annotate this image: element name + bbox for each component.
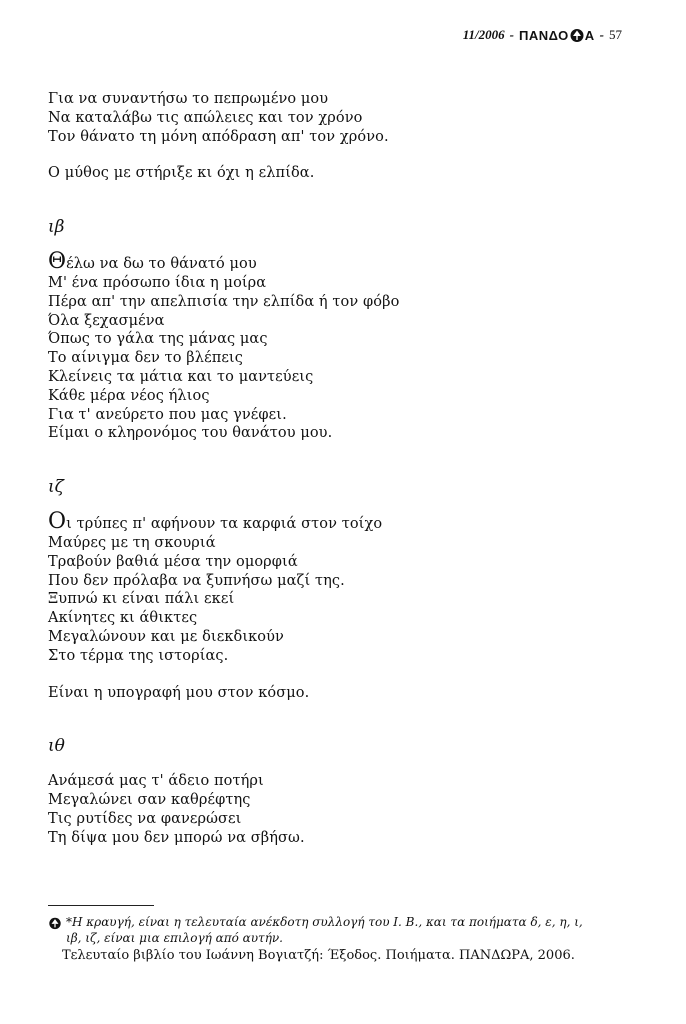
poem-line (48, 330, 648, 349)
poem-line-text: Κλείνεις τα μάτια και το μαντεύεις (48, 368, 314, 385)
poem (48, 90, 648, 183)
poem-numeral: ιθ (48, 736, 65, 757)
poem-line (48, 249, 648, 275)
poems-container (48, 90, 648, 848)
pandora-logo-icon (569, 27, 585, 43)
poem-line (48, 684, 648, 703)
pandora-logo-icon (48, 916, 62, 930)
poem-line-text: Πέρα απ' την απελπισία την ελπίδα ή τον φόβο (48, 293, 400, 310)
footnote (48, 915, 648, 964)
poem-line (48, 810, 648, 829)
running-header (463, 27, 622, 43)
footnote-line: *Η κραυγή, είναι η τελευταία ανέκδοτη συλλογή του Ι. Β., και τα ποιήματα δ, ε, η, ι, (66, 915, 583, 929)
poem-line-text: Τον θάνατο τη μόνη απόδραση απ' τον χρόνο. (48, 128, 389, 145)
header-separator: - (599, 27, 604, 42)
poem-line-text: Όλα ξεχασμένα (48, 312, 165, 329)
footnote-rule (48, 905, 154, 906)
poem-line (48, 628, 648, 647)
drop-cap: Ο (48, 509, 67, 535)
poem-line-text: Μαύρες με τη σκουριά (48, 534, 216, 551)
poem-line-text: Τις ρυτίδες να φανερώσει (48, 810, 242, 827)
poem-line (48, 553, 648, 572)
poem-line-text: Που δεν πρόλαβα να ξυπνήσω μαζί της. (48, 572, 345, 589)
poem-line-text: Κάθε μέρα νέος ήλιος (48, 387, 210, 404)
poem-line-text: Είμαι ο κληρονόμος του θανάτου μου. (48, 425, 333, 442)
poem-line-text: Τη δίψα μου δεν μπορώ να σβήσω. (48, 829, 305, 846)
poem-line-text: Ανάμεσά μας τ' άδειο ποτήρι (48, 773, 264, 790)
poem-line (48, 274, 648, 293)
poem-line-text: Στο τέρμα της ιστορίας. (48, 647, 229, 664)
poem-line (48, 128, 648, 147)
poem-line (48, 772, 648, 791)
poem-line-text: Για τ' ανεύρετο που μας γνέφει. (48, 406, 287, 423)
footnote-bibliography: Τελευταίο βιβλίο του Ιωάννη Βογιατζή: Έξοδος. Ποιήματα. ΠΑΝΔΩΡΑ, 2006. (62, 948, 575, 963)
poem-line-text: Όπως το γάλα της μάνας μας (48, 331, 268, 348)
poem-line-text: Ακίνητες κι άθικτες (48, 610, 198, 627)
footnote-line: ιβ, ιζ, είναι μια επιλογή από αυτήν. (66, 930, 283, 945)
poem-line (48, 791, 648, 810)
poem-line-text: Τραβούν βαθιά μέσα την ομορφιά (48, 553, 298, 570)
poem-line (48, 590, 648, 609)
poem-line-text: Μεγαλώνει σαν καθρέφτης (48, 792, 251, 809)
poem-line (48, 424, 648, 443)
poem-line (48, 572, 648, 591)
footnote-note (48, 915, 648, 946)
poem-line (48, 349, 648, 368)
poem-line-text: Να καταλάβω τις απώλειες και τον χρόνο (48, 109, 363, 126)
magazine-brand (519, 27, 595, 43)
poem-line-text: Είναι η υπογραφή μου στον κόσμο. (48, 684, 310, 701)
poem-line-text: Μ' ένα πρόσωπο ίδια η μοίρα (48, 274, 267, 291)
poem-line-text: Ο μύθος με στήριξε κι όχι η ελπίδα. (48, 165, 315, 182)
poem-line (48, 609, 648, 628)
poem-line (48, 406, 648, 425)
poem (48, 736, 648, 847)
stanza-gap (48, 666, 648, 684)
poem (48, 217, 648, 443)
poem-line-text: ι τρύπες π' αφήνουν τα καρφιά στον τοίχο (66, 516, 383, 533)
drop-cap: Θ (48, 249, 67, 275)
poem-line-text: Το αίνιγμα δεν το βλέπεις (48, 350, 243, 367)
poem-line-text: Ξυπνώ κι είναι πάλι εκεί (48, 591, 235, 608)
issue-date: 11/2006 (462, 27, 505, 42)
page-number: 57 (609, 27, 622, 42)
poem-line (48, 368, 648, 387)
poem-numeral: ιζ (48, 477, 64, 498)
brand-left: ΠΑΝΔΟ (518, 27, 569, 43)
poem-line-text: Για να συναντήσω το πεπρωμένο μου (48, 91, 329, 107)
header-separator: - (509, 27, 514, 42)
poem-line (48, 293, 648, 312)
poem-line (48, 312, 648, 331)
poem-line (48, 509, 648, 535)
poem-numeral: ιβ (48, 217, 65, 238)
poem-line (48, 90, 648, 109)
poem-line (48, 534, 648, 553)
poem-line (48, 164, 648, 183)
poem-line (48, 387, 648, 406)
poem-line (48, 647, 648, 666)
poem-line-text: Μεγαλώνουν και με διεκδικούν (48, 628, 284, 645)
brand-right: Α (584, 27, 595, 43)
poem-line-text: έλω να δω το θάνατό μου (66, 256, 257, 273)
stanza-gap (48, 146, 648, 164)
poem-line (48, 829, 648, 848)
poem (48, 477, 648, 702)
poem-line (48, 109, 648, 128)
